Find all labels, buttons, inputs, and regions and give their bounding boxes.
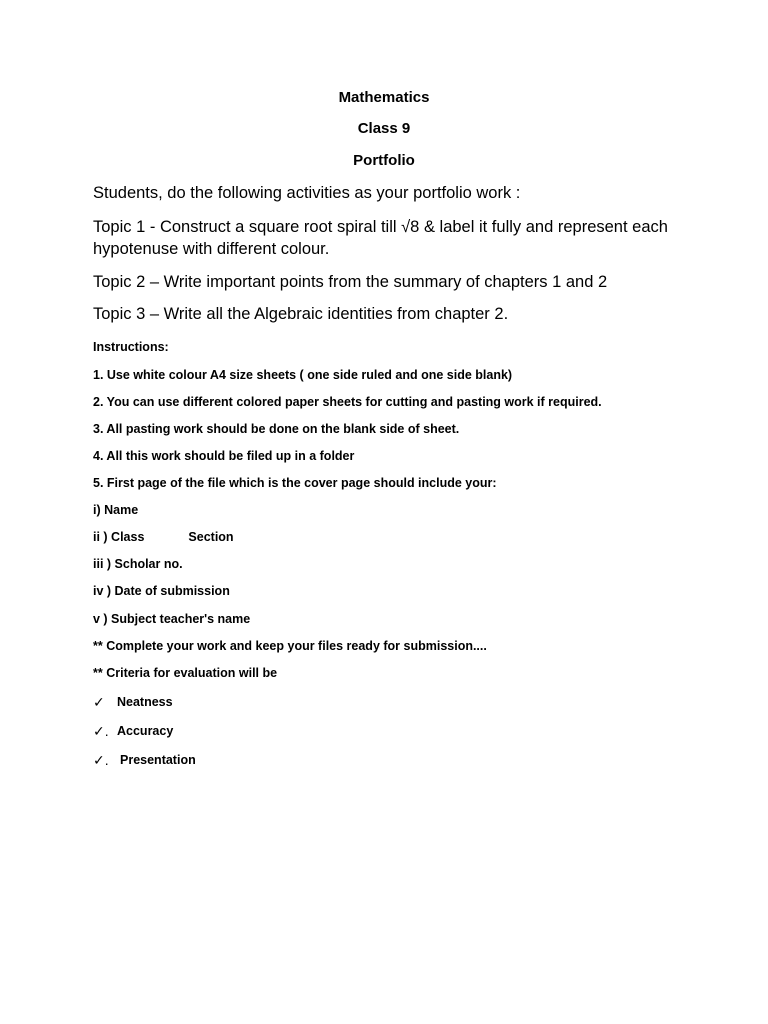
- criterion-label: Accuracy: [117, 724, 174, 738]
- cover-section-label: Section: [188, 530, 234, 544]
- note-criteria: ** Criteria for evaluation will be: [93, 666, 278, 680]
- cover-date-item: iv ) Date of submission: [93, 584, 230, 598]
- note-complete-work: ** Complete your work and keep your files ready for submission....: [93, 639, 487, 653]
- cover-class-label: ii ) Class: [93, 530, 145, 544]
- subject-heading: Mathematics: [338, 89, 430, 106]
- instructions-label: Instructions:: [93, 340, 169, 354]
- criterion-label: Presentation: [120, 753, 196, 767]
- criterion-label: Neatness: [117, 695, 173, 709]
- instruction-item: 4. All this work should be filed up in a folder: [93, 449, 355, 463]
- topic-2: Topic 2 – Write important points from the summary of chapters 1 and 2: [93, 273, 608, 291]
- intro-text: Students, do the following activities as your portfolio work :: [93, 184, 521, 202]
- class-heading: Class 9: [357, 120, 411, 137]
- cover-scholar-item: iii ) Scholar no.: [93, 557, 183, 571]
- instruction-item: 3. All pasting work should be done on the blank side of sheet.: [93, 422, 460, 436]
- instruction-item: 1. Use white colour A4 size sheets ( one side ruled and one side blank): [93, 368, 513, 382]
- checkmark-icon: ✓: [93, 694, 105, 710]
- topic-1: Topic 1 - Construct a square root spiral till √8 & label it fully and represent each hypotenuse with different colour.: [93, 218, 668, 258]
- instruction-item: 5. First page of the file which is the cover page should include your:: [93, 476, 497, 490]
- cover-teacher-item: v ) Subject teacher's name: [93, 612, 251, 626]
- cover-name-item: i) Name: [93, 503, 139, 517]
- criterion-item: [93, 752, 196, 768]
- portfolio-heading: Portfolio: [353, 152, 415, 169]
- criterion-item: [93, 694, 173, 710]
- topic-3: Topic 3 – Write all the Algebraic identities from chapter 2.: [93, 305, 509, 323]
- criterion-item: [93, 723, 173, 739]
- checkmark-icon: ✓.: [93, 752, 109, 768]
- cover-class-section-item: [93, 529, 713, 545]
- instruction-item: 2. You can use different colored paper sheets for cutting and pasting work if required.: [93, 395, 602, 409]
- checkmark-icon: ✓.: [93, 723, 109, 739]
